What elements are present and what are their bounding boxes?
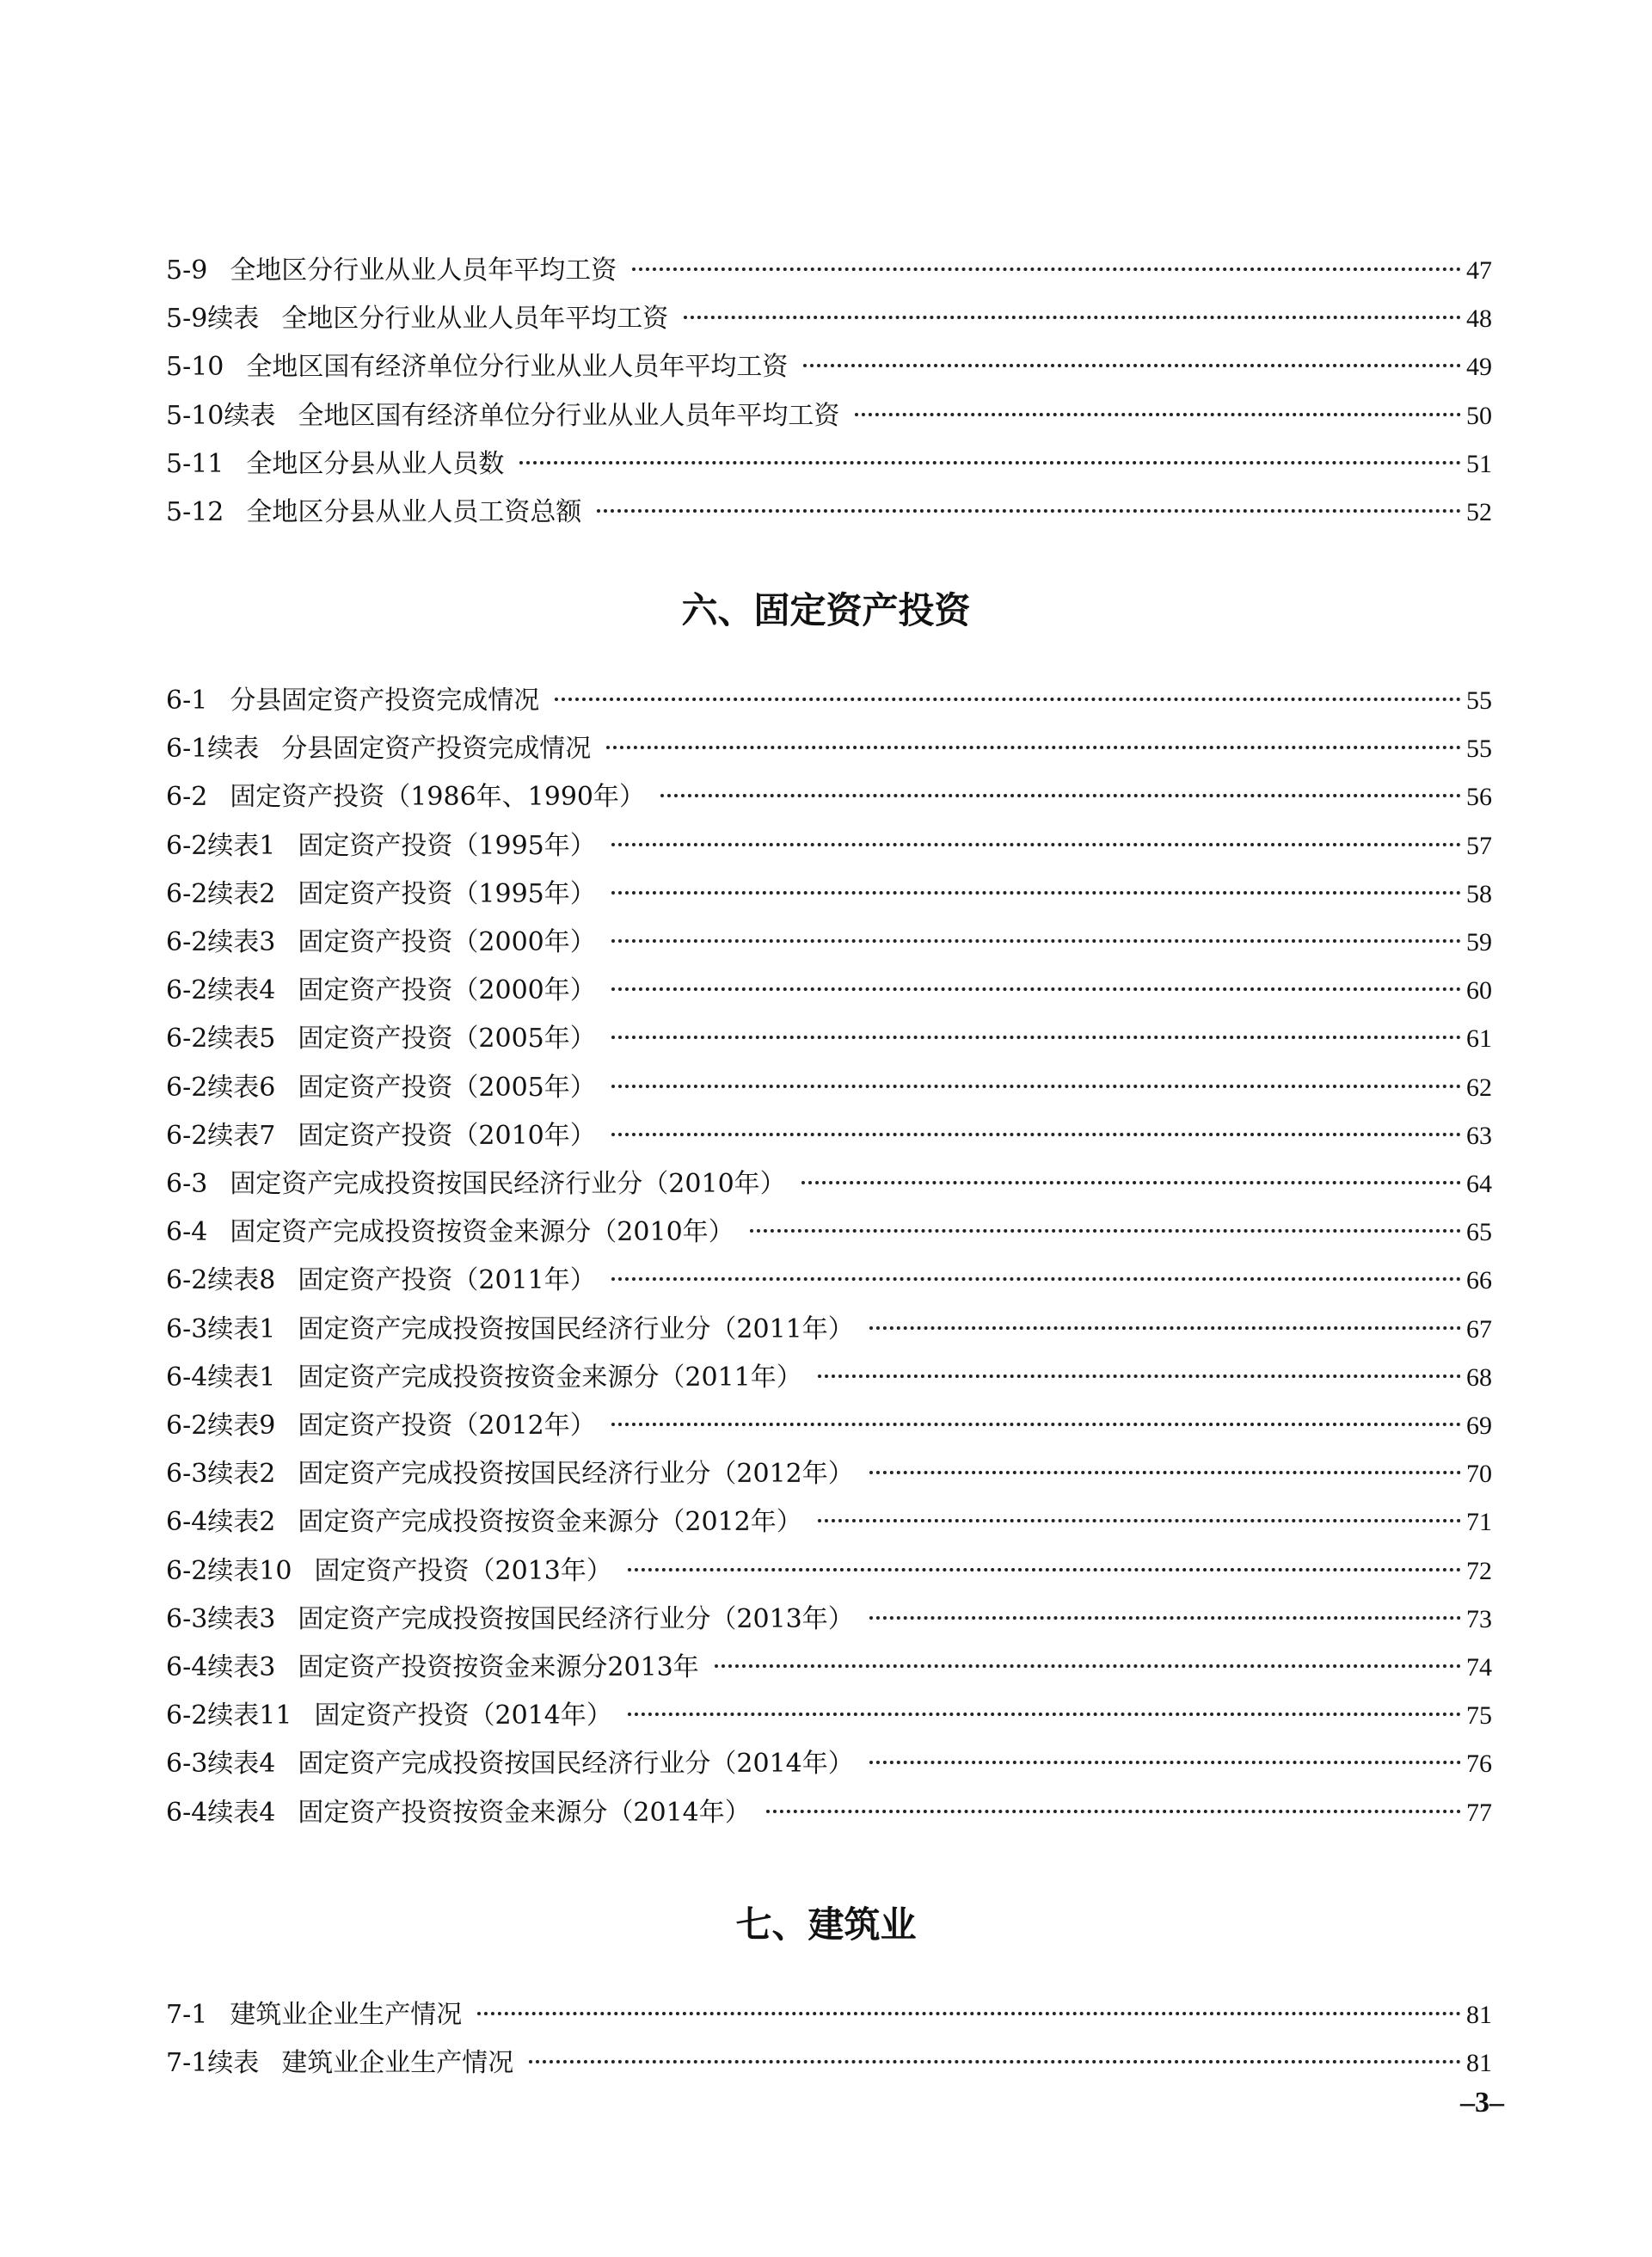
toc-entry-page: 74: [1466, 1653, 1492, 1682]
dot-leader: [628, 1568, 1461, 1571]
toc-entry-title: 全地区国有经济单位分行业从业人员年平均工资: [246, 352, 789, 383]
toc-entry-number: 6-1续表: [166, 734, 260, 765]
toc-entry[interactable]: [166, 1356, 1492, 1399]
dot-leader: [869, 1326, 1461, 1330]
toc-entry-page: 55: [1466, 735, 1492, 764]
toc-entry[interactable]: [166, 1259, 1492, 1302]
toc-entry-title: 建筑业企业生产情况: [230, 2000, 463, 2030]
toc-entry-page: 47: [1466, 256, 1492, 285]
dot-leader: [611, 1085, 1461, 1088]
toc-entry-title: 固定资产完成投资按资金来源分（2011年）: [298, 1362, 802, 1393]
toc-entry[interactable]: [166, 346, 1492, 389]
toc-entry[interactable]: [166, 1211, 1492, 1254]
toc-entry[interactable]: [166, 395, 1492, 438]
dot-leader: [803, 364, 1461, 367]
toc-entry-number: 6-2: [166, 782, 208, 813]
toc-entry-number: 6-3续表3: [166, 1603, 276, 1634]
dot-leader: [611, 1423, 1461, 1426]
dot-leader: [628, 1713, 1461, 1716]
toc-entry[interactable]: [166, 1743, 1492, 1786]
toc-entry-number: 6-4续表3: [166, 1652, 276, 1682]
toc-entry[interactable]: [166, 1453, 1492, 1496]
toc-entry-number: 6-4: [166, 1217, 208, 1248]
toc-entry-number: 6-4续表4: [166, 1797, 276, 1828]
toc-entry-title: 固定资产投资（2000年）: [298, 975, 596, 1006]
toc-entry-title: 固定资产完成投资按资金来源分（2012年）: [298, 1507, 802, 1538]
toc-entry-title: 固定资产投资（1986年、1990年）: [230, 782, 646, 813]
dot-leader: [529, 2060, 1461, 2063]
toc-entry-title: 全地区国有经济单位分行业从业人员年平均工资: [298, 400, 840, 431]
toc-entry-page: 66: [1466, 1266, 1492, 1295]
dot-leader: [869, 1471, 1461, 1474]
toc-entry[interactable]: [166, 1115, 1492, 1158]
toc-entry-title: 固定资产投资（1995年）: [298, 830, 596, 861]
toc-entry[interactable]: [166, 1694, 1492, 1737]
toc-entry-title: 固定资产投资按资金来源分（2014年）: [298, 1797, 751, 1828]
toc-entry[interactable]: [166, 1994, 1492, 2037]
dot-leader: [818, 1374, 1461, 1378]
toc-entry[interactable]: [166, 1598, 1492, 1641]
toc-entry-title: 固定资产完成投资按国民经济行业分（2014年）: [298, 1749, 854, 1780]
toc-entry-number: 6-2续表11: [166, 1700, 292, 1731]
toc-entry-title: 固定资产完成投资按国民经济行业分（2011年）: [298, 1313, 854, 1344]
toc-entry-number: 6-2续表2: [166, 878, 276, 909]
toc-entry-number: 5-9: [166, 255, 208, 286]
toc-entry-page: 81: [1466, 2001, 1492, 2029]
toc-entry[interactable]: [166, 1646, 1492, 1689]
toc-entry-title: 固定资产投资（2014年）: [314, 1700, 612, 1731]
dot-leader: [750, 1229, 1461, 1233]
toc-entry-number: 5-10续表: [166, 400, 276, 431]
toc-entry[interactable]: [166, 1792, 1492, 1835]
toc-entry-number: 6-3续表2: [166, 1459, 276, 1490]
toc-entry-page: 76: [1466, 1750, 1492, 1779]
dot-leader: [855, 413, 1461, 416]
toc-entry-page: 58: [1466, 879, 1492, 908]
toc-entry[interactable]: [166, 443, 1492, 486]
toc-entry-number: 6-2续表5: [166, 1024, 276, 1055]
dot-leader: [611, 1277, 1461, 1281]
dot-leader: [818, 1519, 1461, 1522]
toc-entry-title: 固定资产投资（2011年）: [298, 1265, 596, 1296]
toc-entry-title: 分县固定资产投资完成情况: [281, 734, 592, 765]
toc-entry-page: 56: [1466, 783, 1492, 812]
toc-entry[interactable]: [166, 680, 1492, 723]
toc-entry[interactable]: [166, 2042, 1492, 2085]
section-heading: 六、固定资产投资: [681, 589, 971, 631]
dot-leader: [611, 1133, 1461, 1136]
toc-entry-number: 6-4续表2: [166, 1507, 276, 1538]
toc-entry-number: 6-2续表9: [166, 1411, 276, 1441]
toc-entry-title: 固定资产投资（2013年）: [314, 1555, 612, 1586]
dot-leader: [660, 794, 1461, 797]
toc-entry[interactable]: [166, 776, 1492, 819]
dot-leader: [611, 939, 1461, 943]
dot-leader: [766, 1810, 1461, 1813]
toc-entry-page: 62: [1466, 1073, 1492, 1102]
toc-entry-title: 固定资产投资（2005年）: [298, 1024, 596, 1055]
toc-entry[interactable]: [166, 1308, 1492, 1351]
toc-entry[interactable]: [166, 298, 1492, 341]
section-heading: 七、建筑业: [735, 1903, 917, 1946]
toc-entry[interactable]: [166, 873, 1492, 916]
page-number: –3–: [1460, 2087, 1504, 2119]
toc-entry[interactable]: [166, 491, 1492, 534]
dot-leader: [869, 1616, 1461, 1620]
toc-entry-page: 61: [1466, 1024, 1492, 1054]
toc-entry-page: 73: [1466, 1604, 1492, 1633]
toc-entry-number: 5-12: [166, 497, 224, 527]
toc-entry-page: 75: [1466, 1701, 1492, 1731]
toc-entry-page: 49: [1466, 353, 1492, 382]
toc-entry-number: 6-2续表6: [166, 1072, 276, 1103]
dot-leader: [611, 843, 1461, 846]
toc-entry-title: 固定资产投资（2010年）: [298, 1120, 596, 1151]
toc-entry-page: 60: [1466, 976, 1492, 1006]
toc-entry-number: 6-2续表8: [166, 1265, 276, 1296]
toc-entry-page: 70: [1466, 1460, 1492, 1489]
toc-entry-page: 77: [1466, 1798, 1492, 1827]
toc-entry-title: 分县固定资产投资完成情况: [230, 686, 540, 716]
toc-entry[interactable]: [166, 825, 1492, 868]
toc-entry-number: 6-3续表1: [166, 1313, 276, 1344]
dot-leader: [597, 509, 1461, 513]
toc-entry-number: 6-2续表7: [166, 1120, 276, 1151]
toc-entry-page: 72: [1466, 1556, 1492, 1585]
toc-entry-page: 50: [1466, 401, 1492, 430]
toc-entry-page: 55: [1466, 686, 1492, 715]
toc-entry-page: 65: [1466, 1218, 1492, 1247]
toc-entry[interactable]: [166, 249, 1492, 292]
toc-entry-page: 68: [1466, 1362, 1492, 1392]
toc-entry-title: 建筑业企业生产情况: [281, 2048, 514, 2079]
toc-entry-number: 6-3: [166, 1169, 208, 1199]
toc-entry-number: 6-3续表4: [166, 1749, 276, 1780]
toc-entry-page: 57: [1466, 831, 1492, 860]
toc-entry[interactable]: [166, 1067, 1492, 1110]
toc-entry-number: 5-9续表: [166, 304, 260, 335]
toc-entry-number: 6-1: [166, 686, 208, 716]
dot-leader: [715, 1664, 1461, 1668]
toc-entry[interactable]: [166, 1501, 1492, 1544]
toc-entry-page: 52: [1466, 498, 1492, 526]
toc-entry-number: 6-2续表4: [166, 975, 276, 1006]
toc-entry[interactable]: [166, 969, 1492, 1012]
toc-entry-title: 固定资产完成投资按国民经济行业分（2013年）: [298, 1603, 854, 1634]
toc-entry-page: 63: [1466, 1121, 1492, 1150]
toc-entry-page: 69: [1466, 1411, 1492, 1440]
dot-leader: [611, 1036, 1461, 1039]
toc-entry-title: 固定资产投资（1995年）: [298, 878, 596, 909]
toc-entry-number: 7-1续表: [166, 2048, 260, 2079]
toc-entry[interactable]: [166, 1405, 1492, 1448]
toc-entry-title: 全地区分县从业人员工资总额: [246, 497, 582, 527]
toc-entry-page: 59: [1466, 928, 1492, 956]
toc-entry-page: 51: [1466, 449, 1492, 478]
dot-leader: [477, 2012, 1461, 2015]
toc-entry-number: 6-2续表3: [166, 927, 276, 957]
dot-leader: [555, 698, 1461, 701]
toc-entry-number: 6-4续表1: [166, 1362, 276, 1393]
toc-entry-number: 6-2续表10: [166, 1555, 292, 1586]
toc-entry-title: 固定资产投资（2012年）: [298, 1411, 596, 1441]
toc-entry[interactable]: [166, 921, 1492, 964]
toc-entry[interactable]: [166, 728, 1492, 771]
dot-leader: [869, 1761, 1461, 1764]
dot-leader: [801, 1181, 1461, 1184]
toc-entry-page: 81: [1466, 2049, 1492, 2078]
toc-entry[interactable]: [166, 1163, 1492, 1206]
toc-entry-number: 5-10: [166, 352, 224, 383]
toc-entry-title: 固定资产完成投资按国民经济行业分（2010年）: [230, 1169, 786, 1199]
toc-entry-number: 7-1: [166, 2000, 208, 2030]
dot-leader: [611, 987, 1461, 991]
toc-entry-number: 6-2续表1: [166, 830, 276, 861]
toc-entry-page: 64: [1466, 1170, 1492, 1198]
toc-entry-page: 71: [1466, 1508, 1492, 1537]
toc-entry-title: 全地区分县从业人员数: [246, 448, 505, 479]
dot-leader: [611, 891, 1461, 895]
dot-leader: [606, 746, 1461, 749]
toc-entry[interactable]: [166, 1550, 1492, 1593]
dot-leader: [519, 461, 1461, 464]
toc-entry-title: 固定资产完成投资按国民经济行业分（2012年）: [298, 1459, 854, 1490]
toc-entry-title: 固定资产投资按资金来源分2013年: [298, 1652, 699, 1682]
dot-leader: [684, 316, 1461, 319]
toc-entry-title: 固定资产完成投资按资金来源分（2010年）: [230, 1217, 734, 1248]
toc-entry-page: 67: [1466, 1314, 1492, 1344]
toc-entry-title: 固定资产投资（2005年）: [298, 1072, 596, 1103]
dot-leader: [632, 268, 1461, 271]
toc-entry-page: 48: [1466, 304, 1492, 334]
toc-entry[interactable]: [166, 1018, 1492, 1061]
toc-entry-number: 5-11: [166, 448, 224, 479]
toc-entry-title: 全地区分行业从业人员年平均工资: [281, 304, 669, 335]
toc-entry-title: 固定资产投资（2000年）: [298, 927, 596, 957]
toc-entry-title: 全地区分行业从业人员年平均工资: [230, 255, 617, 286]
